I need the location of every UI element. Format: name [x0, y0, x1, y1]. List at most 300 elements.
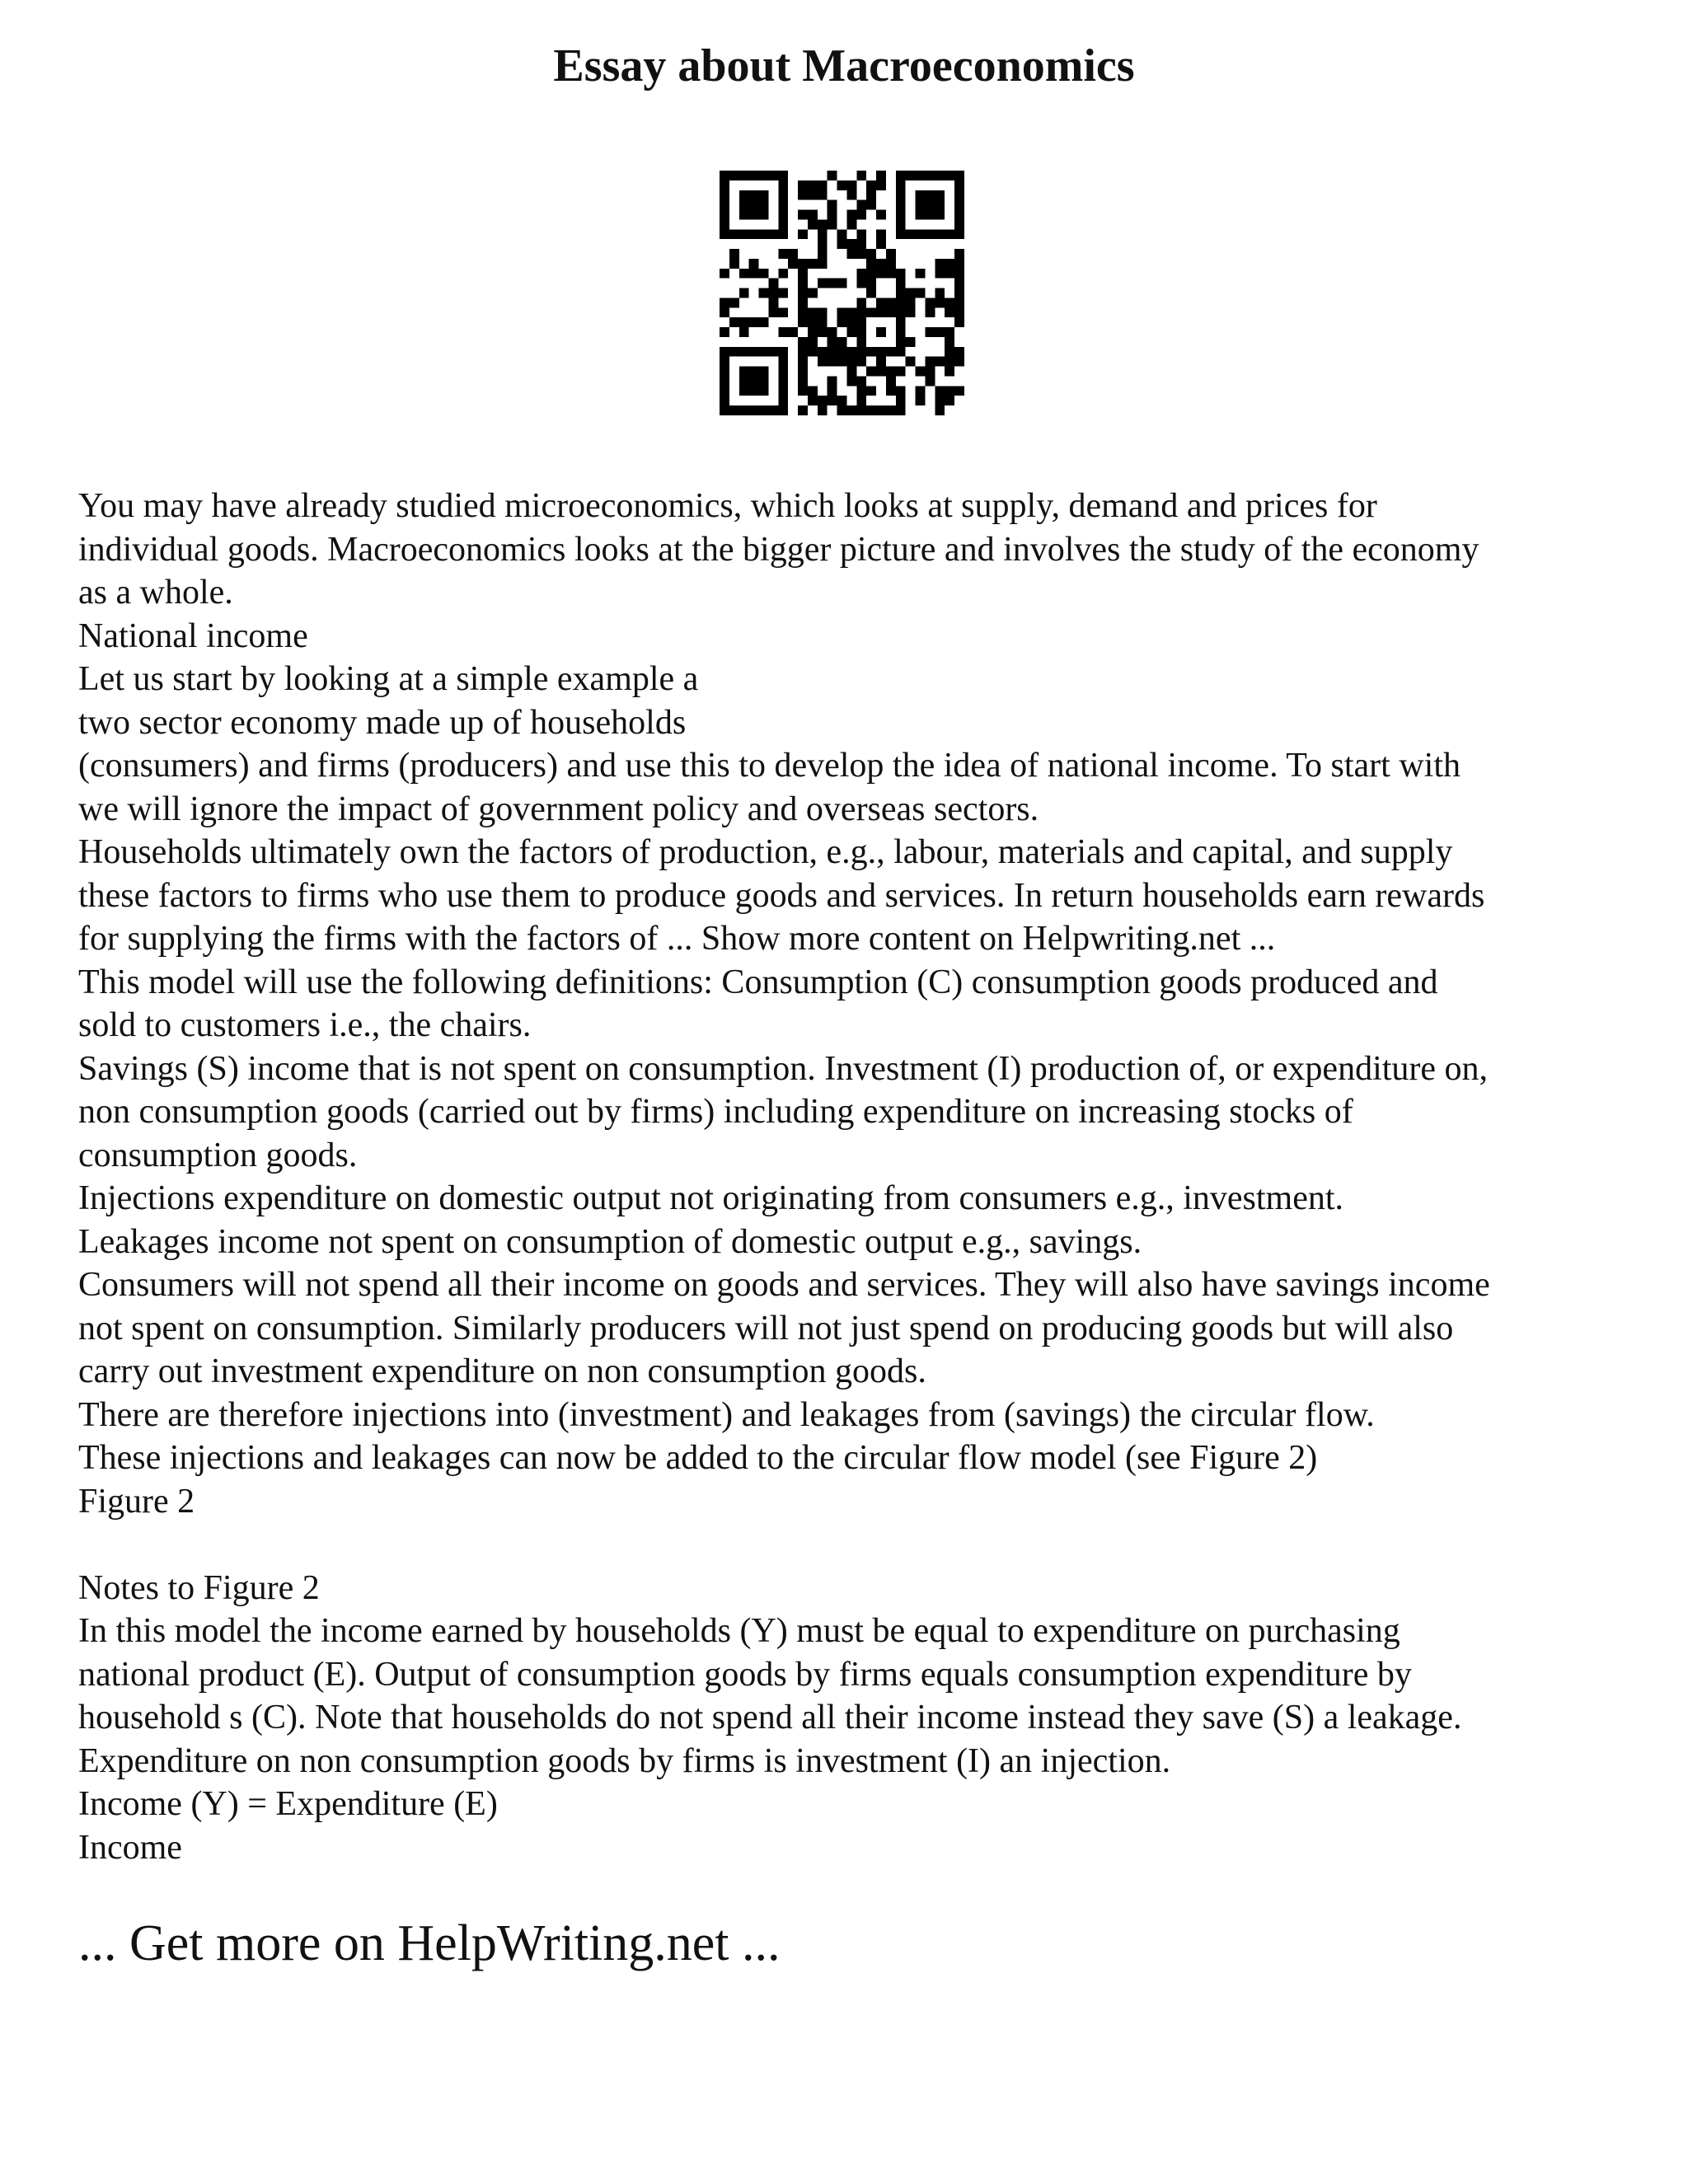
qr-module: [828, 219, 837, 229]
paragraph-line: not spent on consumption. Similarly producers will not just spend on producing goods but will also: [78, 1309, 1454, 1347]
qr-module: [739, 317, 749, 327]
qr-module: [798, 259, 808, 269]
qr-module: [720, 347, 729, 357]
paragraph-line: household s (C). Note that households do not spend all their income instead they save (S) a leakage.: [78, 1699, 1462, 1736]
qr-module: [896, 279, 906, 288]
qr-module: [856, 249, 866, 259]
qr-module: [954, 279, 964, 288]
qr-module: [945, 367, 954, 377]
qr-module: [866, 386, 876, 396]
qr-module: [886, 298, 896, 307]
qr-module: [778, 386, 788, 396]
qr-code: [720, 171, 964, 415]
qr-module: [876, 180, 886, 190]
qr-module: [856, 405, 866, 415]
qr-module: [906, 298, 916, 307]
qr-module: [798, 269, 808, 279]
qr-code-icon: [720, 171, 964, 415]
qr-module: [749, 171, 759, 180]
qr-module: [798, 298, 808, 307]
qr-module: [906, 357, 916, 367]
qr-module: [896, 405, 906, 415]
qr-module: [935, 190, 945, 200]
qr-module: [866, 367, 876, 377]
qr-module: [808, 210, 818, 220]
qr-module: [739, 210, 749, 220]
qr-module: [925, 367, 935, 377]
qr-module: [866, 269, 876, 279]
qr-module: [749, 229, 759, 239]
qr-module: [896, 229, 906, 239]
qr-module: [846, 239, 856, 249]
paragraph-line: Savings (S) income that is not spent on consumption. Investment (I) production of, or expenditure on,: [78, 1049, 1489, 1088]
qr-module: [954, 317, 964, 327]
qr-module: [886, 376, 896, 386]
qr-module: [749, 259, 759, 269]
qr-module: [906, 288, 916, 298]
qr-module: [837, 229, 847, 239]
qr-module: [818, 279, 828, 288]
qr-module: [846, 307, 856, 317]
qr-module: [954, 210, 964, 220]
qr-module: [866, 405, 876, 415]
qr-module: [739, 347, 749, 357]
paragraph-line: These injections and leakages can now be added to the circular flow model (see Figure 2): [78, 1439, 1318, 1477]
qr-module: [866, 190, 876, 200]
paragraph-line: Leakages income not spent on consumption of domestic output e.g., savings.: [78, 1222, 1142, 1261]
qr-module: [739, 376, 749, 386]
qr-module: [954, 249, 964, 259]
qr-module: [729, 259, 739, 269]
qr-module: [749, 367, 759, 377]
qr-module: [954, 219, 964, 229]
qr-module: [818, 405, 828, 415]
qr-module: [916, 200, 926, 210]
qr-module: [916, 367, 926, 377]
qr-module: [916, 386, 926, 396]
qr-module: [876, 171, 886, 180]
qr-module: [906, 307, 916, 317]
qr-module: [739, 229, 749, 239]
qr-module: [720, 219, 729, 229]
paragraph-line: for supplying the firms with the factors of ... Show more content on Helpwriting.net ...: [78, 920, 1276, 958]
qr-module: [720, 298, 729, 307]
qr-module: [798, 337, 808, 347]
qr-module: [837, 396, 847, 405]
qr-module: [749, 347, 759, 357]
qr-module: [778, 376, 788, 386]
qr-module: [954, 307, 964, 317]
qr-module: [886, 405, 896, 415]
qr-module: [768, 279, 778, 288]
qr-module: [828, 200, 837, 210]
qr-module: [954, 288, 964, 298]
paragraph-line: these factors to firms who use them to produce goods and services. In return households earn rewards: [78, 876, 1485, 915]
qr-module: [896, 269, 906, 279]
qr-module: [778, 367, 788, 377]
qr-module: [720, 396, 729, 405]
qr-module: [954, 357, 964, 367]
qr-module: [768, 288, 778, 298]
qr-module: [935, 327, 945, 337]
qr-module: [739, 269, 749, 279]
qr-module: [749, 405, 759, 415]
paragraph-line: You may have already studied microeconomics, which looks at supply, demand and prices for: [78, 487, 1377, 525]
qr-module: [828, 347, 837, 357]
qr-module: [935, 269, 945, 279]
qr-module: [818, 307, 828, 317]
qr-module: [818, 190, 828, 200]
qr-module: [798, 376, 808, 386]
qr-module: [749, 386, 759, 396]
qr-module: [925, 229, 935, 239]
qr-module: [846, 367, 856, 377]
qr-module: [935, 288, 945, 298]
qr-module: [828, 357, 837, 367]
qr-module: [866, 347, 876, 357]
qr-module: [935, 405, 945, 415]
qr-module: [749, 190, 759, 200]
qr-module: [925, 327, 935, 337]
qr-module: [739, 288, 749, 298]
qr-module: [876, 229, 886, 239]
qr-module: [935, 298, 945, 307]
qr-module: [778, 180, 788, 190]
qr-module: [866, 259, 876, 269]
qr-module: [935, 171, 945, 180]
qr-module: [837, 337, 847, 347]
qr-module: [739, 405, 749, 415]
qr-module: [856, 269, 866, 279]
get-more-link[interactable]: ... Get more on HelpWriting.net ...: [78, 1915, 781, 1971]
qr-module: [954, 190, 964, 200]
qr-module: [876, 210, 886, 220]
qr-module: [916, 210, 926, 220]
qr-module: [818, 180, 828, 190]
qr-module: [759, 347, 769, 357]
qr-module: [729, 317, 739, 327]
qr-module: [846, 249, 856, 259]
qr-module: [925, 171, 935, 180]
qr-module: [837, 239, 847, 249]
qr-module: [818, 347, 828, 357]
qr-module: [720, 200, 729, 210]
qr-module: [856, 337, 866, 347]
qr-module: [720, 327, 729, 337]
qr-module: [846, 327, 856, 337]
qr-module: [896, 337, 906, 347]
qr-module: [808, 396, 818, 405]
qr-module: [866, 279, 876, 288]
qr-module: [729, 405, 739, 415]
qr-module: [788, 249, 798, 259]
qr-module: [798, 190, 808, 200]
qr-module: [739, 171, 749, 180]
qr-module: [778, 307, 788, 317]
qr-module: [945, 171, 954, 180]
qr-module: [925, 200, 935, 210]
qr-module: [954, 298, 964, 307]
qr-module: [896, 367, 906, 377]
qr-module: [837, 279, 847, 288]
qr-module: [876, 367, 886, 377]
qr-module: [856, 298, 866, 307]
equation-line: Income (Y) = Expenditure (E): [78, 1785, 498, 1823]
qr-module: [846, 190, 856, 200]
qr-module: [778, 219, 788, 229]
qr-module: [759, 386, 769, 396]
qr-module: [749, 200, 759, 210]
qr-module: [798, 288, 808, 298]
paragraph-line: Consumers will not spend all their income on goods and services. They will also have savings income: [78, 1266, 1490, 1304]
qr-module: [798, 317, 808, 327]
qr-module: [720, 190, 729, 200]
qr-module: [739, 327, 749, 337]
qr-module: [729, 171, 739, 180]
qr-module: [739, 200, 749, 210]
qr-module: [876, 347, 886, 357]
qr-module: [818, 239, 828, 249]
qr-module: [916, 229, 926, 239]
qr-module: [935, 259, 945, 269]
qr-module: [866, 307, 876, 317]
qr-module: [916, 171, 926, 180]
qr-module: [759, 405, 769, 415]
qr-module: [808, 307, 818, 317]
qr-module: [896, 200, 906, 210]
section-heading: National income: [78, 616, 308, 655]
qr-module: [916, 396, 926, 405]
qr-module: [906, 337, 916, 347]
qr-module: [798, 279, 808, 288]
qr-module: [925, 210, 935, 220]
qr-module: [729, 229, 739, 239]
paragraph-line: Households ultimately own the factors of production, e.g., labour, materials and capital, and supply: [78, 833, 1453, 871]
qr-module: [916, 288, 926, 298]
qr-module: [739, 386, 749, 396]
qr-module: [846, 347, 856, 357]
qr-module: [798, 357, 808, 367]
qr-module: [856, 396, 866, 405]
qr-module: [886, 259, 896, 269]
qr-module: [778, 190, 788, 200]
qr-module: [837, 180, 847, 190]
qr-module: [856, 210, 866, 220]
qr-module: [749, 317, 759, 327]
qr-module: [935, 229, 945, 239]
qr-module: [759, 288, 769, 298]
qr-module: [954, 229, 964, 239]
qr-module: [896, 386, 906, 396]
qr-module: [866, 249, 876, 259]
qr-module: [896, 219, 906, 229]
qr-module: [720, 269, 729, 279]
qr-module: [788, 259, 798, 269]
qr-module: [837, 317, 847, 327]
qr-module: [759, 376, 769, 386]
qr-module: [778, 396, 788, 405]
qr-module: [828, 210, 837, 220]
qr-module: [778, 171, 788, 180]
paragraph-line: consumption goods.: [78, 1136, 358, 1174]
paragraph-line: In this model the income earned by households (Y) must be equal to expenditure on purchasing: [78, 1612, 1400, 1650]
qr-module: [818, 357, 828, 367]
qr-module: [808, 317, 818, 327]
qr-module: [759, 190, 769, 200]
qr-module: [818, 229, 828, 239]
qr-module: [798, 229, 808, 239]
qr-module: [778, 347, 788, 357]
qr-module: [866, 200, 876, 210]
qr-module: [886, 249, 896, 259]
qr-module: [876, 405, 886, 415]
qr-module: [886, 347, 896, 357]
qr-module: [896, 288, 906, 298]
qr-module: [808, 190, 818, 200]
qr-module: [945, 298, 954, 307]
qr-module: [916, 190, 926, 200]
qr-module: [925, 190, 935, 200]
qr-module: [720, 307, 729, 317]
qr-module: [778, 229, 788, 239]
qr-module: [808, 337, 818, 347]
qr-module: [906, 229, 916, 239]
qr-module: [896, 327, 906, 337]
qr-module: [856, 229, 866, 239]
qr-module: [798, 386, 808, 396]
qr-module: [945, 357, 954, 367]
paragraph-line: sold to customers i.e., the chairs.: [78, 1006, 532, 1044]
qr-module: [856, 279, 866, 288]
qr-module: [876, 269, 886, 279]
qr-module: [808, 347, 818, 357]
qr-module: [876, 298, 886, 307]
qr-module: [749, 210, 759, 220]
qr-module: [935, 396, 945, 405]
qr-module: [759, 200, 769, 210]
qr-module: [886, 269, 896, 279]
qr-module: [828, 386, 837, 396]
qr-module: [896, 307, 906, 317]
qr-module: [759, 210, 769, 220]
qr-module: [906, 171, 916, 180]
paragraph-line: national product (E). Output of consumption goods by firms equals consumption expenditure by: [78, 1655, 1412, 1694]
page-title: Essay about Macroeconomics: [553, 40, 1135, 91]
qr-module: [739, 190, 749, 200]
qr-module: [886, 307, 896, 317]
qr-module: [739, 367, 749, 377]
qr-module: [768, 171, 778, 180]
qr-module: [778, 249, 788, 259]
qr-module: [935, 386, 945, 396]
qr-module: [837, 347, 847, 357]
qr-module: [954, 386, 964, 396]
qr-module: [768, 307, 778, 317]
qr-module: [720, 376, 729, 386]
qr-module: [954, 259, 964, 269]
qr-module: [954, 200, 964, 210]
qr-module: [808, 180, 818, 190]
qr-module: [778, 200, 788, 210]
qr-module: [876, 327, 886, 337]
qr-module: [945, 347, 954, 357]
qr-module: [720, 405, 729, 415]
qr-module: [837, 307, 847, 317]
qr-module: [808, 386, 818, 396]
qr-module: [768, 405, 778, 415]
qr-module: [945, 259, 954, 269]
qr-module: [896, 298, 906, 307]
qr-module: [818, 259, 828, 269]
qr-module: [935, 200, 945, 210]
qr-module: [945, 327, 954, 337]
qr-module: [876, 259, 886, 269]
qr-module: [808, 288, 818, 298]
qr-module: [798, 210, 808, 220]
qr-module: [749, 376, 759, 386]
qr-module: [778, 269, 788, 279]
qr-module: [729, 298, 739, 307]
qr-module: [846, 210, 856, 220]
qr-module: [846, 376, 856, 386]
qr-module: [846, 180, 856, 190]
paragraph-line: as a whole.: [78, 574, 233, 612]
qr-module: [866, 180, 876, 190]
qr-module: [925, 298, 935, 307]
qr-module: [818, 396, 828, 405]
qr-module: [720, 180, 729, 190]
qr-module: [886, 367, 896, 377]
paragraph-line: Let us start by looking at a simple example a: [78, 660, 699, 698]
qr-module: [856, 200, 866, 210]
qr-module: [945, 337, 954, 347]
qr-module: [768, 347, 778, 357]
qr-module: [808, 259, 818, 269]
qr-module: [846, 317, 856, 327]
qr-module: [896, 210, 906, 220]
qr-module: [896, 396, 906, 405]
qr-module: [925, 307, 935, 317]
paragraph-line: Income: [78, 1828, 182, 1867]
qr-module: [768, 298, 778, 307]
qr-module: [828, 171, 837, 180]
paragraph-line: This model will use the following definitions: Consumption (C) consumption goods produced and: [78, 963, 1438, 1001]
paragraph-line: two sector economy made up of households: [78, 703, 687, 742]
qr-module: [818, 327, 828, 337]
paragraph-line: individual goods. Macroeconomics looks at the bigger picture and involves the study of the economy: [78, 530, 1479, 569]
qr-module: [828, 337, 837, 347]
qr-module: [778, 405, 788, 415]
qr-module: [856, 347, 866, 357]
qr-module: [866, 288, 876, 298]
qr-module: [876, 239, 886, 249]
qr-module: [945, 386, 954, 396]
qr-module: [720, 210, 729, 220]
essay-body: [78, 485, 1628, 1869]
paragraph-line: carry out investment expenditure on non consumption goods.: [78, 1352, 926, 1390]
qr-module: [856, 307, 866, 317]
qr-module: [720, 357, 729, 367]
qr-module: [945, 396, 954, 405]
qr-module: [876, 357, 886, 367]
qr-module: [916, 269, 926, 279]
qr-module: [945, 307, 954, 317]
qr-module: [945, 269, 954, 279]
qr-module: [856, 357, 866, 367]
qr-module: [778, 210, 788, 220]
qr-module: [954, 171, 964, 180]
qr-module: [720, 171, 729, 180]
